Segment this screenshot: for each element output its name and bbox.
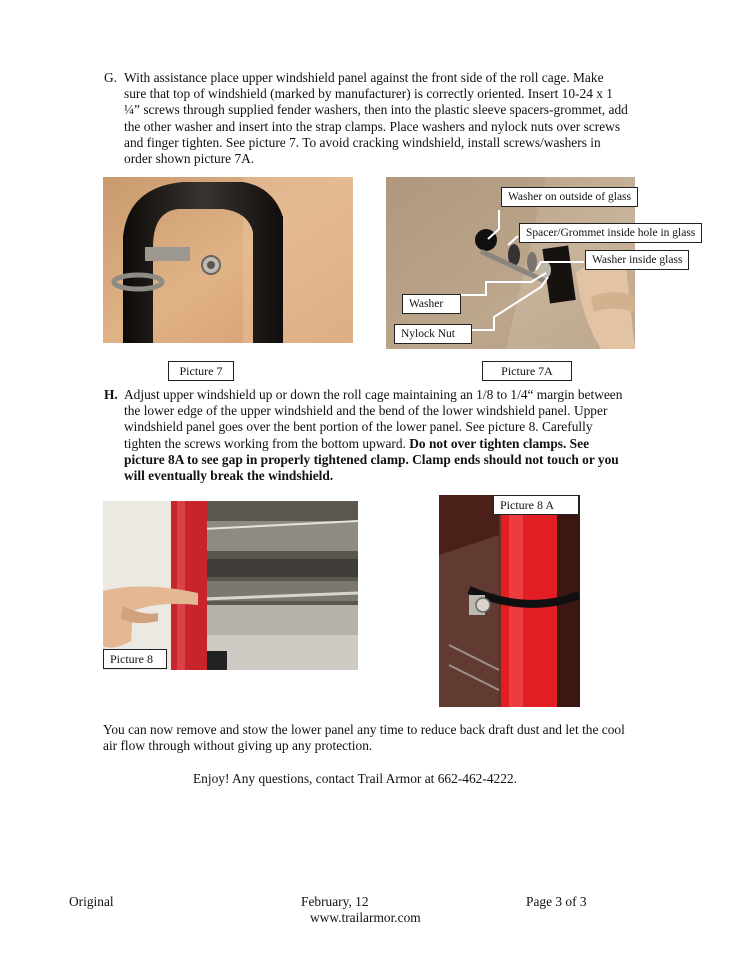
callout-spacer-grommet: Spacer/Grommet inside hole in glass [519,223,702,243]
section-h-bold-line: will eventually break the windshield. [124,468,334,484]
section-g-line: sure that top of windshield (marked by manufacturer) is correctly oriented. Insert 10-24 x 1 [124,86,613,102]
picture-8-photo [103,501,358,670]
picture-8a-caption: Picture 8 A [493,495,579,515]
section-h-marker: H. [104,387,118,402]
section-g-marker: G. [104,70,118,85]
callout-nylock-nut: Nylock Nut [394,324,472,344]
section-h-text [124,387,694,484]
picture-7-caption: Picture 7 [168,361,234,381]
picture-7-photo [103,177,353,343]
enjoy-line: Enjoy! Any questions, contact Trail Armor at 662-462-4222. [193,771,517,786]
footer-left: Original [69,894,114,909]
section-h-line-normal: tighten the screws working from the bottom upward. [124,435,410,451]
picture-8a-photo [439,495,580,707]
section-h-line [124,436,694,452]
section-h-bold-line: picture 8A to see gap in properly tightened clamp. Clamp ends should not touch or you [124,451,619,467]
footer-page-number: Page 3 of 3 [526,894,587,909]
footer-date: February, 12 [301,894,369,909]
footer-website: www.trailarmor.com [310,910,421,925]
section-h-line: the lower edge of the upper windshield and the bend of the lower windshield panel. Upper [124,403,608,419]
closing-paragraph [103,722,703,754]
closing-line: You can now remove and stow the lower panel any time to reduce back draft dust and let the cool [103,722,625,737]
callout-washer: Washer [402,294,461,314]
section-g-line: and finger tighten. See picture 7. To avoid cracking windshield, install screws/washers in [124,134,601,150]
picture-7a-caption: Picture 7A [482,361,572,381]
section-g-line: order shown picture 7A. [124,151,255,167]
section-h-line: Adjust upper windshield up or down the roll cage maintaining an 1/8 to 1/4“ margin between [124,387,623,402]
section-g-line: the other washer and insert into the strap clamps. Place washers and nylock nuts over screws [124,118,621,134]
callout-washer-inside: Washer inside glass [585,250,689,270]
section-g-text [124,70,684,167]
closing-line: air flow through without giving up any protection. [103,738,373,754]
section-h-line: windshield panel goes over the bent portion of the lower panel. See picture 8. Carefully [124,419,593,435]
section-h-line-bold: Do not over tighten clamps. See [409,435,590,451]
section-g-line: With assistance place upper windshield panel against the front side of the roll cage. Make [124,70,604,85]
section-g-line: ¼” screws through supplied fender washers, then into the plastic sleeve spacers-grommet, add [124,102,628,118]
callout-washer-outside: Washer on outside of glass [501,187,638,207]
picture-8-caption: Picture 8 [103,649,167,669]
